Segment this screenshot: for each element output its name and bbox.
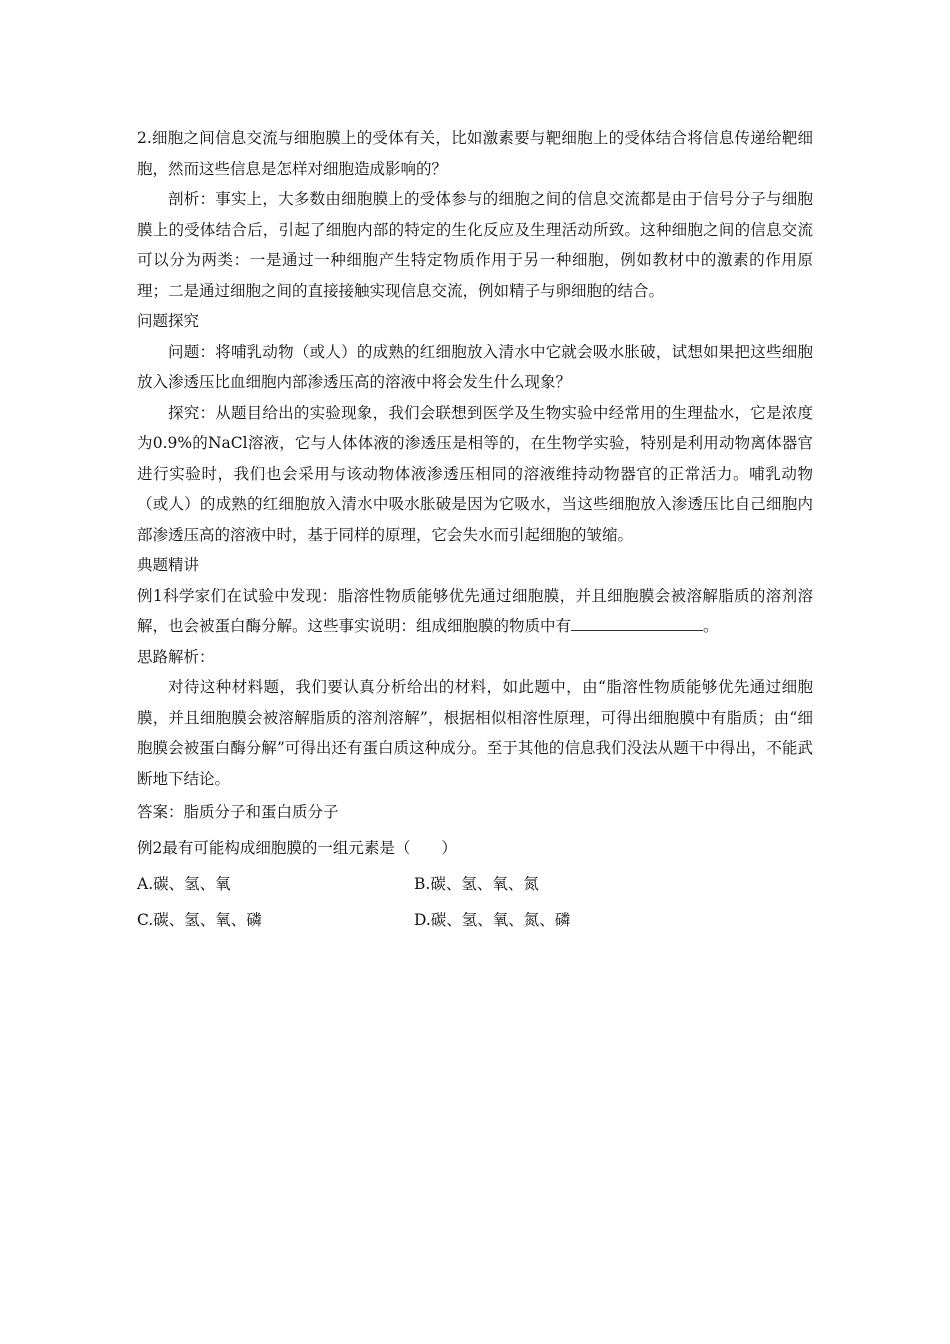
document-page — [137, 123, 813, 938]
example-1-thinking: 对待这种材料题，我们要认真分析给出的材料，如此题中，由“脂溶性物质能够优先通过细胞膜，并且细胞膜会被溶解脂质的溶剂溶解”，根据相似相溶性原理，可得出细胞膜中有脂质；由“细胞膜会被蛋白酶分解”可得出还有蛋白质这种成分。至于其他的信息我们没法从题干中得出，不能武断地下结论。 — [137, 678, 813, 788]
example-1-thinking-label: 思路解析： — [137, 647, 215, 666]
option-c: C.碳、氢、氧、磷 — [137, 911, 262, 929]
option-a: A.碳、氢、氧 — [137, 875, 231, 893]
example-2-options — [137, 866, 813, 938]
inquiry-question: 问题：将哺乳动物（或人）的成熟的红细胞放入清水中它就会吸水胀破，试想如果把这些细胞放入渗透压比血细胞内部渗透压高的溶液中将会发生什么现象？ — [137, 342, 813, 391]
section-heading-examples: 典题精讲 — [137, 556, 200, 574]
answer-blank — [571, 616, 703, 631]
example-2-text: 例2最有可能构成细胞膜的一组元素是（ ） — [137, 839, 457, 857]
example-1-answer: 答案：脂质分子和蛋白质分子 — [137, 803, 339, 821]
example-1-stem: 例1科学家们在试验中发现：脂溶性物质能够优先通过细胞膜，并且细胞膜会被溶解脂质的溶剂溶解，也会被蛋白酶分解。这些事实说明：组成细胞膜的物质中有 — [137, 586, 813, 635]
section-heading-inquiry: 问题探究 — [137, 312, 200, 330]
question-2-text: 2.细胞之间信息交流与细胞膜上的受体有关，比如激素要与靶细胞上的受体结合将信息传递给靶细胞，然而这些信息是怎样对细胞造成影响的？ — [137, 129, 813, 178]
option-b: B.碳、氢、氧、氮 — [414, 875, 539, 893]
example-1-end: 。 — [703, 617, 719, 635]
inquiry-answer: 探究：从题目给出的实验现象，我们会联想到医学及生物实验中经常用的生理盐水，它是浓度为0.9%的NaCl溶液，它与人体体液的渗透压是相等的，在生物学实验，特别是利用动物离体器官进行实验时，我们也会采用与该动物体液渗透压相同的溶液维持动物器官的正常活力。哺乳动物（或人）的成熟的红细胞放入清水中吸水胀破是因为它吸水，当这些细胞放入渗透压比自己细胞内部渗透压高的溶液中时，基于同样的原理，它会失水而引起细胞的皱缩。 — [137, 403, 813, 544]
question-2-analysis: 剖析：事实上，大多数由细胞膜上的受体参与的细胞之间的信息交流都是由于信号分子与细胞膜上的受体结合后，引起了细胞内部的特定的生化反应及生理活动所致。这种细胞之间的信息交流可以分为两类：一是通过一种细胞产生特定物质作用于另一种细胞，例如教材中的激素的作用原理；二是通过细胞之间的直接接触实现信息交流，例如精子与卵细胞的结合。 — [137, 190, 813, 300]
example-1-text — [137, 581, 813, 642]
option-d: D.碳、氢、氧、氮、磷 — [414, 911, 571, 929]
